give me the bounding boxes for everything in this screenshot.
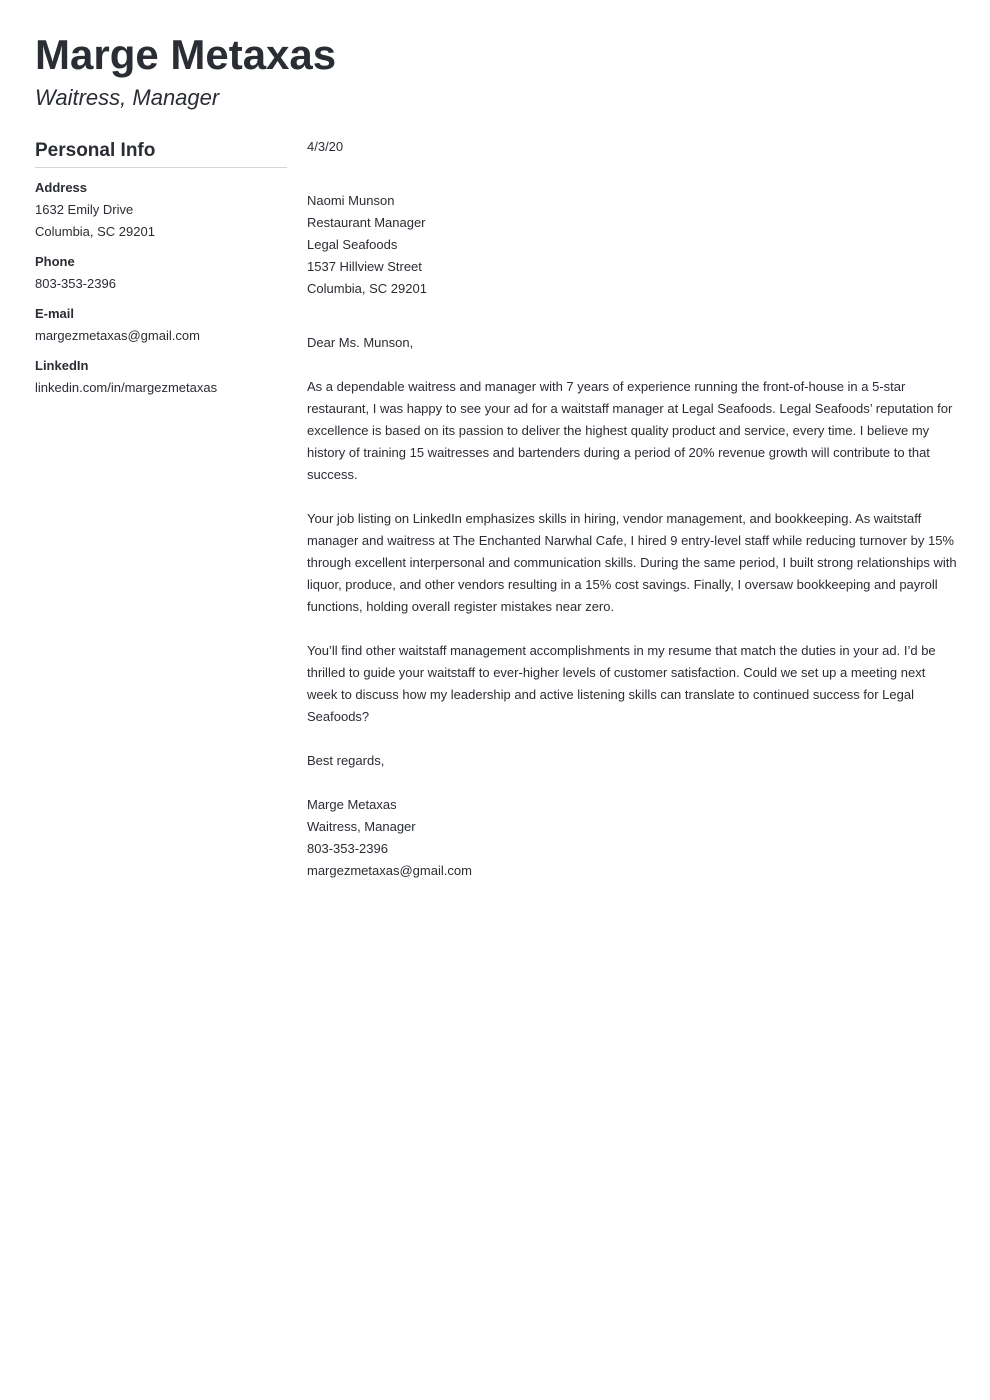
recipient-line: 1537 Hillview Street <box>307 259 422 274</box>
phone-value: 803-353-2396 <box>35 276 116 291</box>
signature-line: Marge Metaxas <box>307 797 397 812</box>
section-heading: Personal Info <box>35 138 287 168</box>
recipient-line: Naomi Munson <box>307 193 395 208</box>
email-label: E-mail <box>35 306 75 321</box>
paragraph: Your job listing on LinkedIn emphasizes skills in hiring, vendor management, and bookkeeping. As waitstaff manager and waitress at The Enchanted Narwhal Cafe, I hired 9 entry-level staff while reducing turnover by 15% through excellent interpersonal and communication skills. During the same period, I built strong relationships with liquor, produce, and other vendors resulting in a 15% cost savings. Finally, I oversaw bookkeeping and payroll functions, holding overall register mistakes near zero. <box>307 511 957 614</box>
linkedin-label: LinkedIn <box>35 358 89 373</box>
email-value: margezmetaxas@gmail.com <box>35 328 200 343</box>
signature-line: Waitress, Manager <box>307 819 416 834</box>
recipient-line: Legal Seafoods <box>307 237 398 252</box>
personal-info-section <box>35 138 287 399</box>
letter-body <box>307 136 957 882</box>
paragraph: You’ll find other waitstaff management accomplishments in my resume that match the duties in your ad. I’d be thrilled to guide your waitstaff to ever-higher levels of customer satisfaction. Could we set up a meeting next week to discuss how my leadership and active listening skills can translate to continued success for Legal Seafoods? <box>307 643 936 724</box>
address-label: Address <box>35 180 88 195</box>
phone-label: Phone <box>35 254 75 269</box>
recipient-line: Columbia, SC 29201 <box>307 281 427 296</box>
applicant-name: Marge Metaxas <box>35 31 337 78</box>
paragraph: As a dependable waitress and manager with 7 years of experience running the front-of-house in a 5-star restaurant, I was happy to see your ad for a waitstaff manager at Legal Seafoods. Legal Seafoods’ reputation for excellence is based on its passion to deliver the highest quality product and service, every time. I believe my history of training 15 waitresses and bartenders during a period of 20% revenue growth will contribute to that success. <box>307 379 953 482</box>
greeting: Dear Ms. Munson, <box>307 335 414 350</box>
linkedin-value: linkedin.com/in/margezmetaxas <box>35 380 218 395</box>
signature-line: 803-353-2396 <box>307 841 388 856</box>
address-line: Columbia, SC 29201 <box>35 224 155 239</box>
applicant-title: Waitress, Manager <box>35 85 220 110</box>
signature-line: margezmetaxas@gmail.com <box>307 863 472 878</box>
closing: Best regards, <box>307 753 385 768</box>
address-line: 1632 Emily Drive <box>35 202 134 217</box>
recipient-line: Restaurant Manager <box>307 215 426 230</box>
letter-date: 4/3/20 <box>307 139 344 154</box>
